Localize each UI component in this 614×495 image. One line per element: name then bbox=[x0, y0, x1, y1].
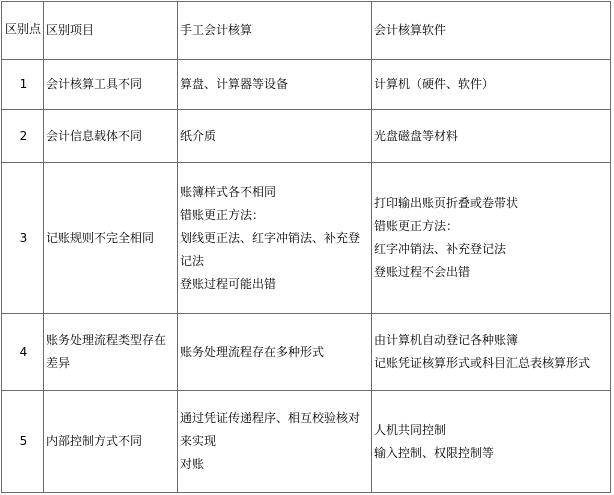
cell-line: 算盘、计算器等设备 bbox=[180, 77, 289, 91]
row-number: 3 bbox=[2, 163, 44, 314]
table-row bbox=[2, 163, 611, 314]
cell-line: 光盘磁盘等材料 bbox=[374, 128, 459, 143]
cell-line: 账务处理流程存在多种形式 bbox=[180, 344, 325, 359]
header-manual: 手工会计核算 bbox=[178, 2, 372, 60]
table-header-row bbox=[2, 2, 611, 60]
cell-line: 人机共同控制 bbox=[374, 422, 447, 437]
row-software bbox=[372, 391, 611, 493]
cell-line: 来实现 bbox=[180, 434, 217, 448]
table-row bbox=[2, 110, 611, 163]
cell-line: 错账更正方法： bbox=[180, 207, 265, 222]
header-software: 会计核算软件 bbox=[372, 2, 611, 60]
row-item: 会计信息载体不同 bbox=[44, 110, 178, 163]
row-software bbox=[372, 163, 611, 314]
corner-label: 区别点 bbox=[5, 22, 42, 36]
cell-line: 由计算机自动登记各种账簿 bbox=[374, 333, 519, 347]
row-number: 1 bbox=[2, 60, 44, 110]
cell-line: 纸介质 bbox=[180, 128, 217, 143]
cell-line: 登账过程不会出错 bbox=[374, 265, 471, 279]
row-manual bbox=[178, 314, 372, 391]
cell-line: 对账 bbox=[180, 457, 205, 471]
row-item: 内部控制方式不同 bbox=[44, 391, 178, 493]
row-manual bbox=[178, 110, 372, 163]
row-software bbox=[372, 60, 611, 110]
row-number: 5 bbox=[2, 391, 44, 493]
row-item: 会计核算工具不同 bbox=[44, 60, 178, 110]
header-item: 区别项目 bbox=[44, 2, 178, 60]
row-manual bbox=[178, 60, 372, 110]
row-item: 记账规则不完全相同 bbox=[44, 163, 178, 314]
cell-line: 输入控制、权限控制等 bbox=[374, 445, 495, 460]
row-number: 2 bbox=[2, 110, 44, 163]
table-row bbox=[2, 314, 611, 391]
cell-line: 划线更正法、红字冲销法、补充登 bbox=[180, 230, 361, 245]
row-software bbox=[372, 314, 611, 391]
table-row bbox=[2, 60, 611, 110]
row-number: 4 bbox=[2, 314, 44, 391]
cell-line: 记账凭证核算形式或科目汇总表核算形式 bbox=[374, 356, 591, 370]
cell-line: 打印输出账页折叠或卷带状 bbox=[374, 196, 519, 210]
row-manual bbox=[178, 391, 372, 493]
cell-line: 错账更正方法： bbox=[374, 219, 459, 233]
cell-line: 通过凭证传递程序、相互校验核对 bbox=[180, 411, 361, 425]
row-item: 账务处理流程类型存在差异 bbox=[44, 314, 178, 391]
row-software bbox=[372, 110, 611, 163]
comparison-table bbox=[1, 1, 611, 493]
cell-line: 登账过程可能出错 bbox=[180, 276, 277, 291]
cell-line: 记法 bbox=[180, 253, 205, 268]
cell-line: 计算机（硬件、软件） bbox=[374, 77, 495, 91]
table-row bbox=[2, 391, 611, 493]
cell-line: 账簿样式各不相同 bbox=[180, 184, 277, 199]
row-manual bbox=[178, 163, 372, 314]
corner-header-cell bbox=[2, 2, 44, 60]
cell-line: 红字冲销法、补充登记法 bbox=[374, 242, 507, 256]
